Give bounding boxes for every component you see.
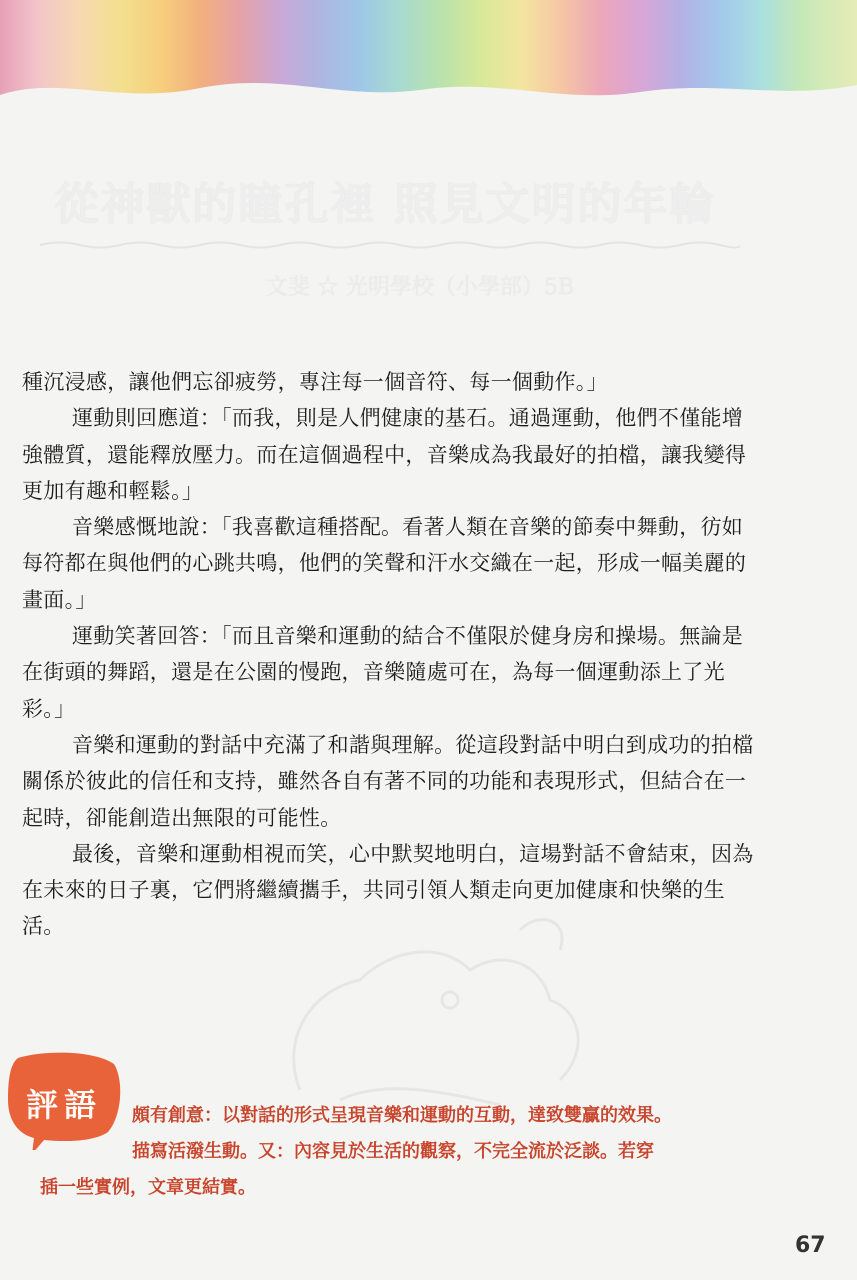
teacher-comment [40, 1098, 760, 1206]
paragraph: 音樂感慨地說：「我喜歡這種搭配。看著人類在音樂的節奏中舞動，彷如每符都在與他們的心跳共鳴，他們的笑聲和汗水交織在一起，形成一幅美麗的畫面。」 [22, 515, 747, 612]
paragraph: 音樂和運動的對話中充滿了和諧與理解。從這段對話中明白到成功的拍檔關係於彼此的信任和支持，雖然各自有著不同的功能和表現形式，但結合在一起時，卻能創造出無限的可能性。 [22, 732, 754, 830]
paragraph: 運動笑著回答：「而且音樂和運動的結合不僅限於健身房和操場。無論是在街頭的舞蹈，還是在公園的慢跑，音樂隨處可在，為每一個運動添上了光彩。」 [22, 624, 744, 721]
page-number: 67 [795, 1233, 826, 1258]
paragraph: 運動則回應道：「而我，則是人們健康的基石。通過運動，他們不僅能增強體質，還能釋放壓力。而在這個過程中，音樂成為我最好的拍檔，讓我變得更加有趣和輕鬆。」 [22, 406, 747, 503]
faded-title: 從神獸的瞳孔裡 照見文明的年輪 [54, 179, 716, 230]
comment-badge-label: 評語 [25, 1086, 102, 1124]
paragraph: 最後，音樂和運動相視而笑，心中默契地明白，這場對話不會結束，因為在未來的日子裏，它們將繼續攜手，共同引領人類走向更加健康和快樂的生活。 [22, 841, 754, 939]
paper-wave-edge [0, 70, 857, 130]
comment-line: 插一些實例，文章更結實。 [40, 1177, 256, 1198]
paragraph: 種沉浸感，讓他們忘卻疲勞，專注每一個音符、每一個動作。」 [22, 370, 608, 394]
faded-author: 文斐 ☆ 光明學校（小學部）5B [265, 275, 575, 300]
comment-line: 描寫活潑生動。又：內容見於生活的觀察，不完全流於泛談。若穿 [132, 1141, 654, 1162]
essay-body [22, 364, 757, 945]
comment-line: 頗有創意：以對話的形式呈現音樂和運動的互動，達致雙贏的效果。 [132, 1105, 672, 1126]
faded-divider [40, 240, 740, 250]
